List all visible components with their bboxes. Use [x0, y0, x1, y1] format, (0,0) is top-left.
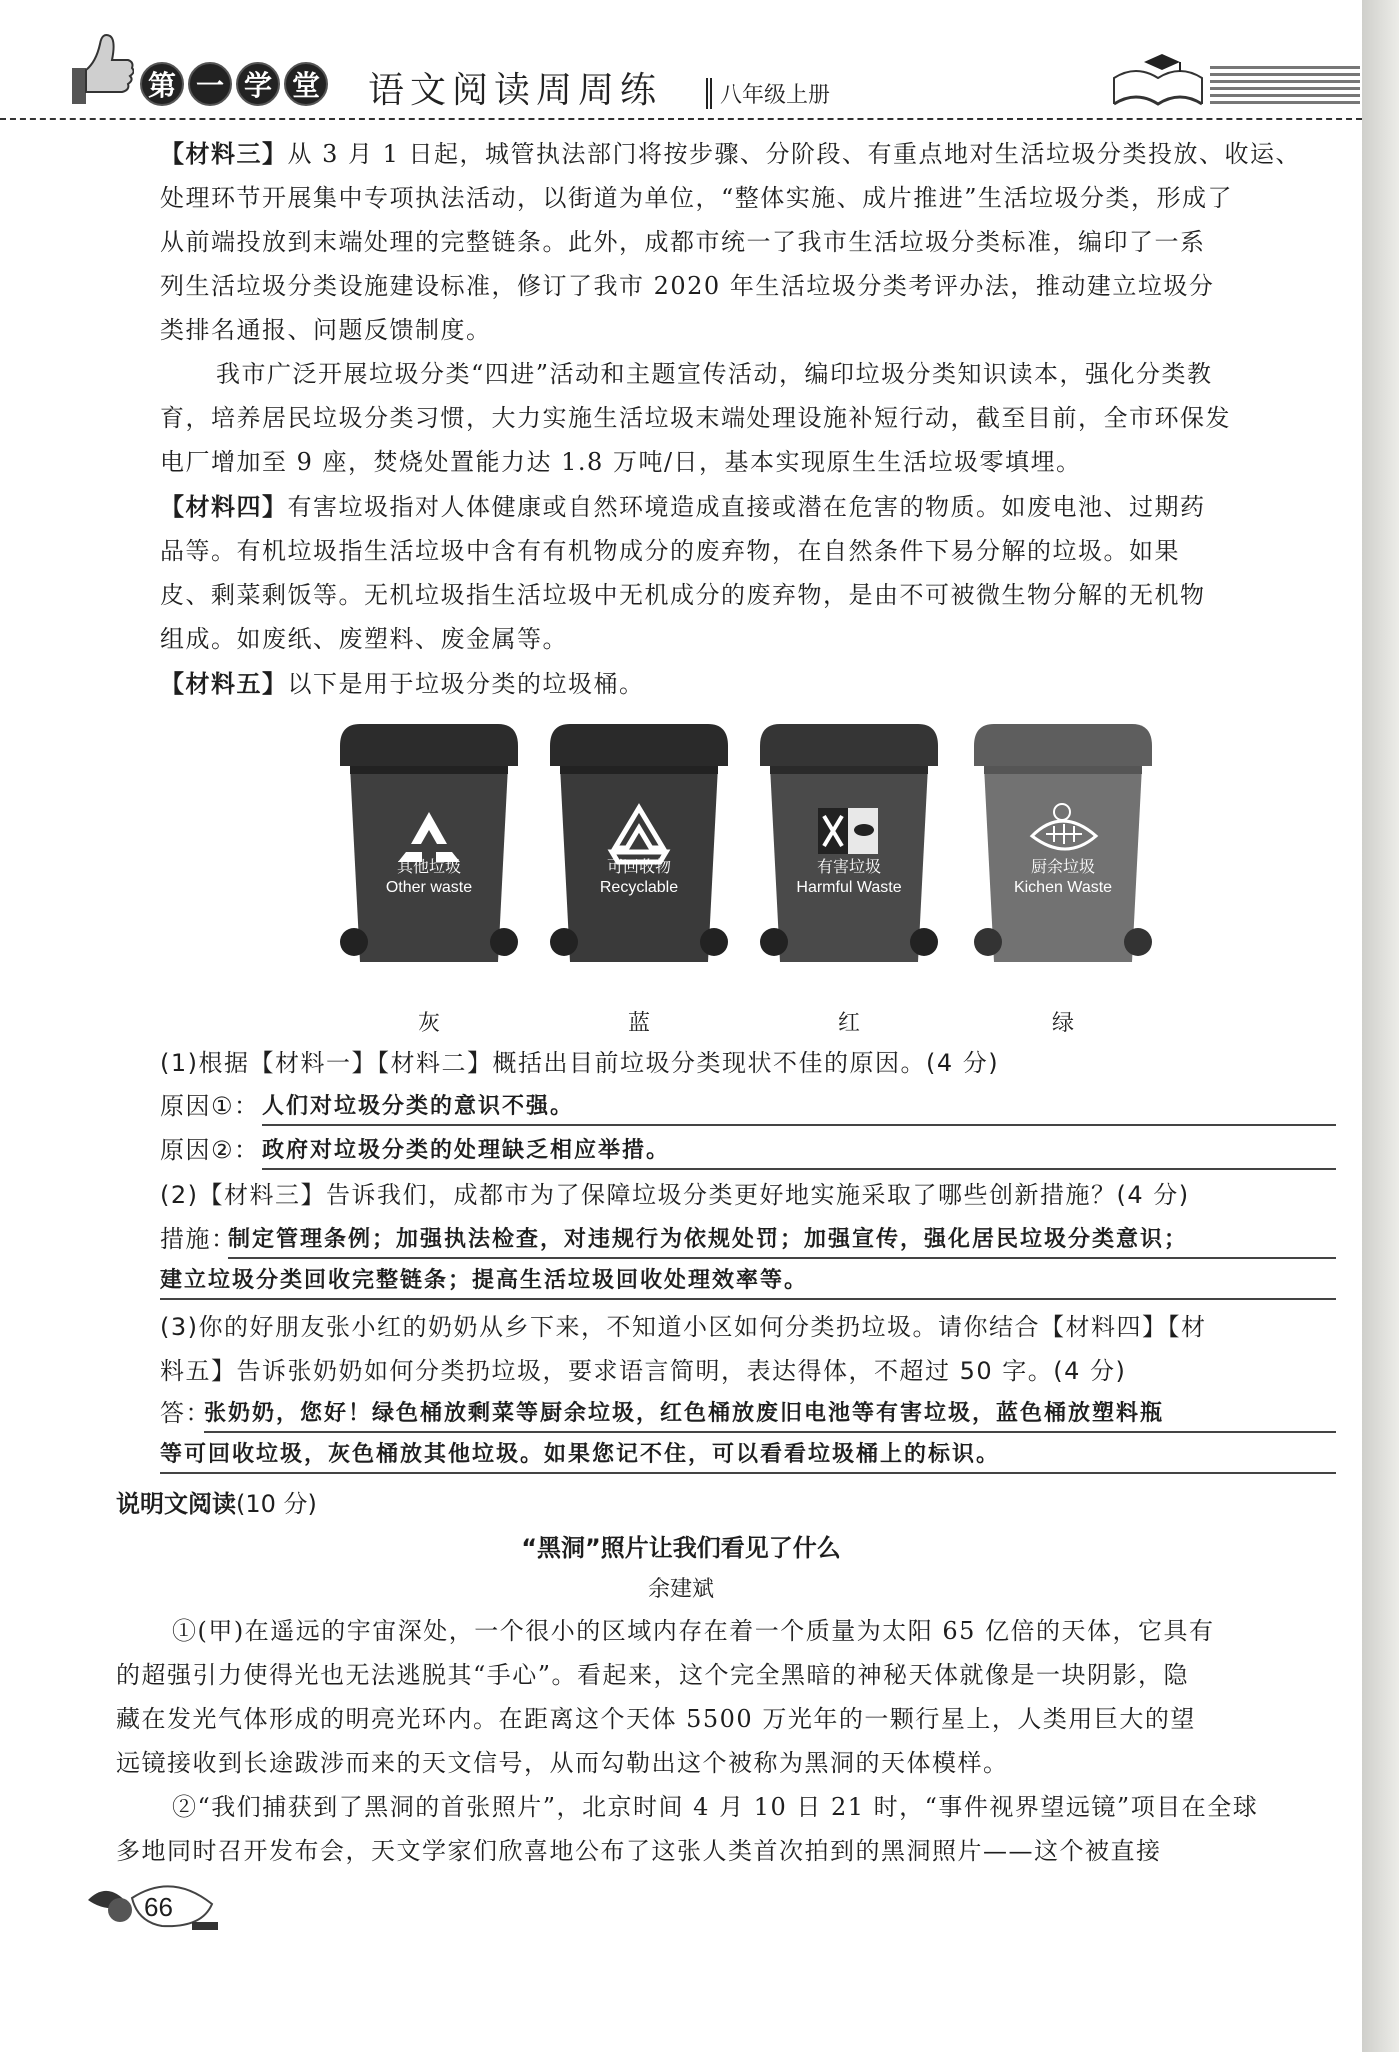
material3-tag: 【材料三】 — [160, 140, 288, 168]
q3-question: (3)你的好朋友张小红的奶奶从乡下来，不知道小区如何分类扔垃圾。请你结合【材料四】【材 — [160, 1313, 1207, 1341]
bin-harmful-waste — [754, 716, 944, 1000]
q2-answer-line: 建立垃圾分类回收完整链条；提高生活垃圾回收处理效率等。 — [160, 1268, 809, 1293]
bin-color-label: 蓝 — [628, 1011, 651, 1036]
trash-bin-icon — [968, 716, 1158, 996]
material4-line: 【材料四】有害垃圾指对人体健康或自然环境造成直接或潜在危害的物质。如废电池、过期药 — [160, 493, 1206, 521]
answer-underline — [262, 1168, 1336, 1170]
grade-label: 八年级上册 — [706, 78, 830, 109]
bin-recyclable — [544, 716, 734, 1000]
material3-line: 【材料三】从 3 月 1 日起，城管执法部门将按步骤、分阶段、有重点地对生活垃圾分类投放、收运、 — [160, 140, 1302, 168]
bin-label-cn: 其他垃圾 — [396, 859, 461, 876]
q3-answer-line: 等可回收垃圾，灰色桶放其他垃圾。如果您记不住，可以看看垃圾桶上的标识。 — [160, 1442, 1001, 1467]
article-line: 多地同时召开发布会，天文学家们欣喜地公布了这张人类首次拍到的黑洞照片——这个被直接 — [116, 1837, 1162, 1865]
answer-underline — [204, 1431, 1336, 1433]
material3-line: 类排名通报、问题反馈制度。 — [160, 316, 492, 344]
trash-bin-icon — [334, 716, 524, 996]
answer-underline — [262, 1124, 1336, 1126]
bin-label-en: Harmful Waste — [796, 879, 902, 896]
bin-label-en: Other waste — [385, 879, 473, 896]
brand-char: 第 — [140, 62, 184, 106]
q3-question: 料五】告诉张奶奶如何分类扔垃圾，要求语言简明，表达得体，不超过 50 字。(4 分) — [160, 1357, 1127, 1385]
bin-label-cn: 可回收物 — [606, 859, 671, 876]
trash-bin-icon — [544, 716, 734, 996]
material4-line: 组成。如废纸、废塑料、废金属等。 — [160, 625, 568, 653]
bin-label-en: Recyclable — [599, 879, 679, 896]
bin-label-en: Kichen Waste — [1013, 879, 1113, 896]
bin-color-label: 绿 — [1052, 1011, 1075, 1036]
article-author: 余建斌 — [647, 1577, 714, 1602]
bin-label-cn: 厨余垃圾 — [1030, 859, 1095, 876]
brand-logo — [140, 62, 328, 106]
material3-line: 育，培养居民垃圾分类习惯，大力实施生活垃圾末端处理设施补短行动，截至目前，全市环保发 — [160, 404, 1231, 432]
q2-label: 措施： — [160, 1225, 237, 1253]
material3-line: 处理环节开展集中专项执法活动，以街道为单位，“整体实施、成片推进”生活垃圾分类，形成了 — [160, 184, 1234, 212]
graduation-book-icon — [1108, 52, 1208, 112]
header-divider — [0, 118, 1362, 120]
q1-reason2-label: 原因②： — [160, 1136, 260, 1164]
section-heading: 说明文阅读(10 分) — [116, 1490, 317, 1518]
article-line: 远镜接收到长途跋涉而来的天文信号，从而勾勒出这个被称为黑洞的天体模样。 — [116, 1749, 1009, 1777]
page-number: 66 — [144, 1892, 173, 1922]
q3-answer-line: 张奶奶，您好！绿色桶放剩菜等厨余垃圾，红色桶放废旧电池等有害垃圾，蓝色桶放塑料瓶 — [204, 1401, 1165, 1426]
brand-char: 一 — [188, 62, 232, 106]
bin-label-cn: 有害垃圾 — [816, 859, 881, 876]
q1-reason2-answer: 政府对垃圾分类的处理缺乏相应举措。 — [262, 1138, 671, 1163]
article-line: 的超强引力使得光也无法逃脱其“手心”。看起来，这个完全黑暗的神秘天体就像是一块阴影，隐 — [116, 1661, 1190, 1689]
answer-underline — [160, 1298, 1336, 1300]
article-line: ②“我们捕获到了黑洞的首张照片”，北京时间 4 月 10 日 21 时，“事件视界望远镜”项目在全球 — [172, 1793, 1259, 1821]
bin-color-label: 红 — [838, 1011, 861, 1036]
q1-reason1-label: 原因①： — [160, 1092, 260, 1120]
article-line: ①(甲)在遥远的宇宙深处，一个很小的区域内存在着一个质量为太阳 65 亿倍的天体，它具有 — [172, 1617, 1215, 1645]
section-score: (10 分) — [236, 1490, 317, 1518]
header-hatching — [1210, 66, 1360, 104]
material4-line: 皮、剩菜剩饭等。无机垃圾指生活垃圾中无机成分的废弃物，是由不可被微生物分解的无机物 — [160, 581, 1206, 609]
material4-tag: 【材料四】 — [160, 493, 288, 521]
bin-color-label: 灰 — [418, 1011, 441, 1036]
thumbs-up-icon — [64, 28, 134, 108]
page-edge — [1362, 0, 1399, 2052]
article-line: 藏在发光气体形成的明亮光环内。在距离这个天体 5500 万光年的一颗行星上，人类用巨大的望 — [116, 1705, 1196, 1733]
bin-kitchen-waste — [968, 716, 1158, 1000]
page-header — [0, 0, 1362, 120]
material3-line: 从前端投放到末端处理的完整链条。此外，成都市统一了我市生活垃圾分类标准，编印了一系 — [160, 228, 1206, 256]
q3-label: 答： — [160, 1399, 211, 1427]
q2-answer-line: 制定管理条例；加强执法检查，对违规行为依规处罚；加强宣传，强化居民垃圾分类意识； — [228, 1227, 1189, 1252]
q1-question: (1)根据【材料一】【材料二】概括出目前垃圾分类现状不佳的原因。(4 分) — [160, 1049, 1000, 1077]
material3-line: 我市广泛开展垃圾分类“四进”活动和主题宣传活动，编印垃圾分类知识读本，强化分类教 — [216, 360, 1213, 388]
material5-tag: 【材料五】 — [160, 670, 288, 698]
trash-bin-icon — [754, 716, 944, 996]
q1-reason1-answer: 人们对垃圾分类的意识不强。 — [262, 1094, 575, 1119]
series-title: 语文阅读周周练 — [368, 70, 663, 111]
material5-line: 【材料五】以下是用于垃圾分类的垃圾桶。 — [160, 670, 645, 698]
material3-line: 电厂增加至 9 座，焚烧处置能力达 1.8 万吨/日，基本实现原生生活垃圾零填埋。 — [160, 448, 1082, 476]
article-title: “黑洞”照片让我们看见了什么 — [521, 1534, 841, 1562]
q2-question: (2)【材料三】告诉我们，成都市为了保障垃圾分类更好地实施采取了哪些创新措施？(4 分) — [160, 1181, 1190, 1209]
material3-line: 列生活垃圾分类设施建设标准，修订了我市 2020 年生活垃圾分类考评办法，推动建立垃圾分 — [160, 272, 1215, 300]
answer-underline — [228, 1257, 1336, 1259]
answer-underline — [160, 1472, 1336, 1474]
brand-char: 学 — [236, 62, 280, 106]
material4-line: 品等。有机垃圾指生活垃圾中含有有机物成分的废弃物，在自然条件下易分解的垃圾。如果 — [160, 537, 1180, 565]
brand-char: 堂 — [284, 62, 328, 106]
bin-other-waste — [334, 716, 524, 1000]
